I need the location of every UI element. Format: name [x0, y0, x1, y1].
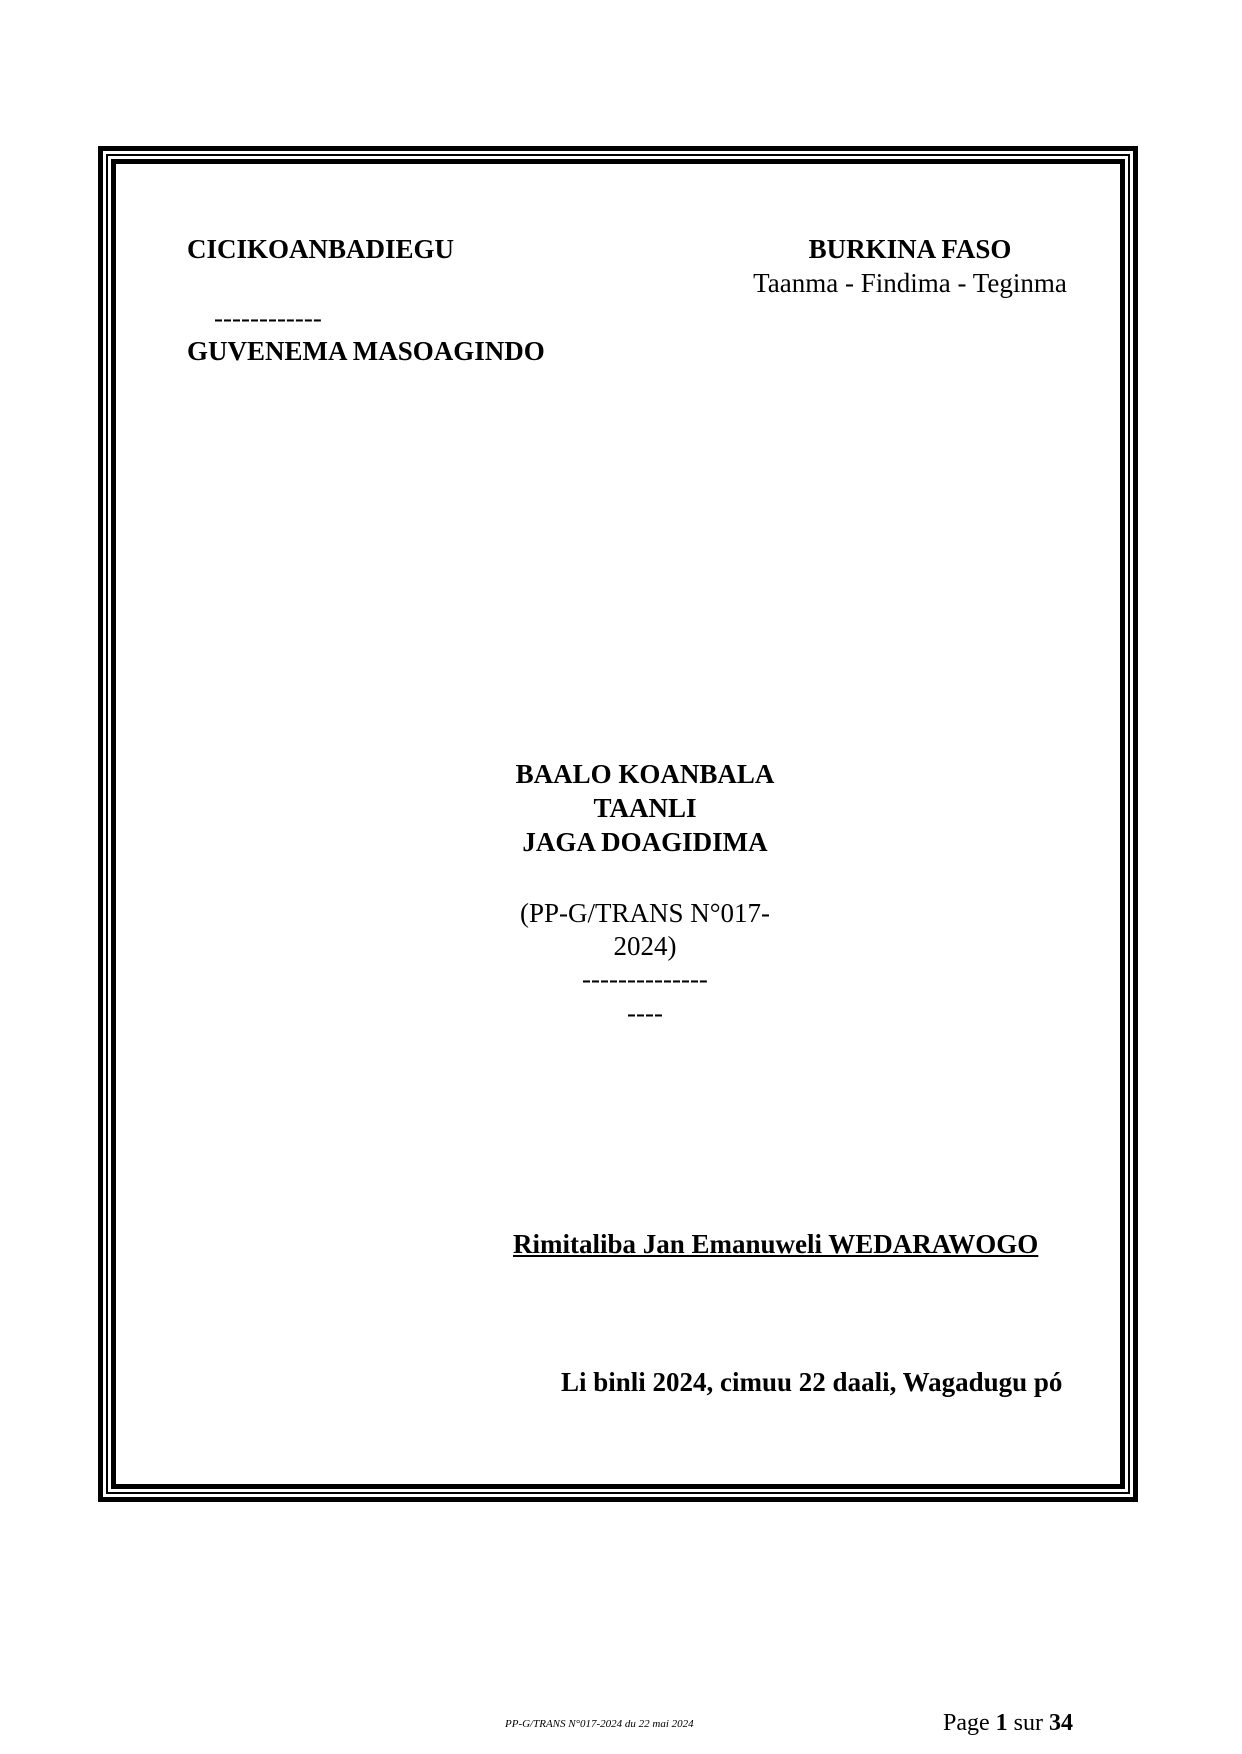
- page-sep: sur: [1013, 1710, 1043, 1736]
- header-motto: Taanma - Findima - Teginma: [753, 268, 1067, 298]
- header-country: BURKINA FASO: [808, 234, 1012, 264]
- document-reference-line-2: 2024): [613, 931, 677, 961]
- header-ministry: GUVENEMA MASOAGINDO: [187, 336, 545, 366]
- document-separator-line-2: ----: [627, 998, 663, 1028]
- page-total: 34: [1049, 1710, 1073, 1736]
- footer-page-number: [943, 1710, 1073, 1737]
- page-current: 1: [995, 1710, 1008, 1736]
- page-label: Page: [943, 1710, 990, 1736]
- footer-reference: PP-G/TRANS N°017-2024 du 22 mai 2024: [505, 1718, 694, 1730]
- document-title-line-2: TAANLI: [593, 793, 697, 823]
- header-left-separator: ------------: [214, 303, 322, 333]
- header-left-title: CICIKOANBADIEGU: [187, 234, 455, 264]
- document-title-line-3: JAGA DOAGIDIMA: [522, 827, 768, 857]
- document-separator-line-1: --------------: [582, 964, 708, 994]
- document-reference-line-1: (PP-G/TRANS N°017-: [519, 898, 771, 928]
- document-title-line-1: BAALO KOANBALA: [515, 759, 775, 789]
- signatory-name: Rimitaliba Jan Emanuweli WEDARAWOGO: [513, 1229, 1039, 1259]
- place-date: Li binli 2024, cimuu 22 daali, Wagadugu pó: [561, 1367, 1063, 1397]
